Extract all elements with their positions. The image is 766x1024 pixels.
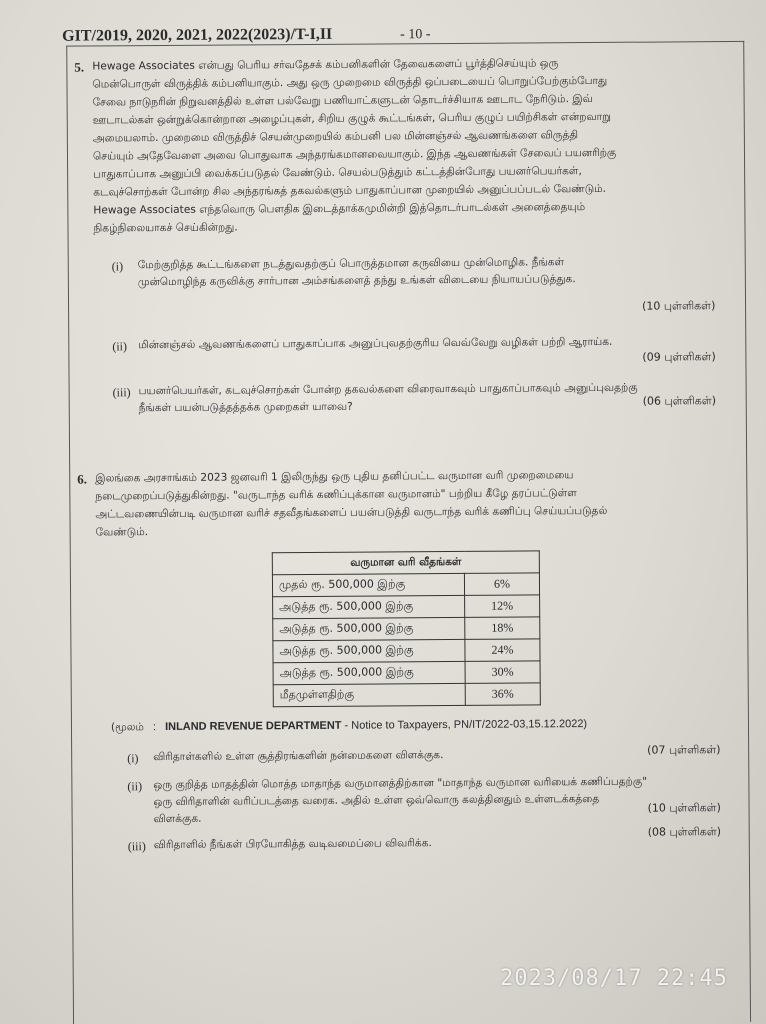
tax-band: அடுத்த ரூ. 500,000 இற்கு bbox=[273, 661, 465, 684]
q5-part-iii-line: நீங்கள் பயன்படுத்தத்தக்க முறைகள் யாவை? bbox=[138, 400, 353, 415]
q6-part-i-label: (i) bbox=[127, 751, 139, 766]
q5-part-iii-line: பயனர்பெயர்கள், கடவுச்சொற்கள் போன்ற தகவல்களை விரைவாகவும் பாதுகாப்பாகவும் அனுப்புவதற்கு bbox=[138, 381, 638, 398]
q6-part-ii-label: (ii) bbox=[127, 779, 143, 794]
question-5-line: செய்யும் அதேவேளை அவை பொதுவாக அந்தரங்கமானவையாகும். இந்த ஆவணங்கள் சேவைப் பயனரிற்கு bbox=[92, 146, 617, 163]
camera-timestamp: 2023/08/17 22:45 bbox=[500, 966, 728, 991]
tax-rate-table bbox=[272, 550, 541, 707]
q5-part-i-line: மேற்குறித்த கூட்டங்களை நடத்துவதற்குப் பொருத்தமான கருவியை முன்மொழிக. நீங்கள் bbox=[137, 256, 565, 272]
question-5-line: ஊடாடல்கள் ஒன்றுக்கொன்றான அழைப்புகள், சிறிய குழுக் கூட்டங்கள், பெரிய குழுப் பயிற்சிகள் என்றவாறு bbox=[92, 110, 612, 127]
question-5-line: கடவுச்சொற்கள் போன்ற சில அந்தரங்கத் தகவல்களும் பாதுகாப்பான முறையில் அனுப்பப்படல் வேண்டும். bbox=[93, 182, 607, 199]
tax-band: அடுத்த ரூ. 500,000 இற்கு bbox=[273, 595, 465, 618]
q5-part-i-text bbox=[138, 253, 728, 291]
tax-band: மீதமுள்ளதிற்கு bbox=[273, 683, 465, 706]
tax-rate: 12% bbox=[465, 595, 540, 618]
source-organization: INLAND REVENUE DEPARTMENT bbox=[165, 719, 342, 733]
question-5-line: மென்பொருள் விருத்திக் கம்பனியாகும். அது ஒரு முறைமை விருத்தி ஒப்படையைப் பொறுப்பேற்கும்போது bbox=[92, 74, 608, 91]
question-5-number: 5. bbox=[74, 59, 85, 75]
question-5-line: Hewage Associates எந்தவொரு பௌதிக இடைத்தாக்கமுமின்றி இத்தொடர்பாடல்கள் அனைத்தையும் bbox=[93, 201, 586, 217]
q6-part-i-line: விரிதாள்களில் உள்ள சூத்திரங்களின் நன்மைகளை விளக்குக. bbox=[153, 749, 444, 764]
q6-part-ii-text bbox=[153, 773, 739, 828]
q5-part-i-marks: (10 புள்ளிகள்) bbox=[642, 299, 716, 313]
table-row bbox=[273, 639, 540, 663]
tax-band: அடுத்த ரூ. 500,000 இற்கு bbox=[273, 639, 465, 662]
tax-rate: 24% bbox=[465, 639, 540, 662]
question-5-line: நிகழ்நிலையாகச் செய்கின்றது. bbox=[93, 221, 238, 235]
table-row bbox=[273, 683, 540, 707]
tax-rate: 36% bbox=[465, 683, 540, 706]
table-row bbox=[272, 573, 539, 597]
q6-part-iii-text bbox=[154, 834, 624, 854]
table-row bbox=[273, 661, 540, 685]
source-colon: : bbox=[152, 721, 157, 734]
question-5-line: அமையலாம். முறைமை விருத்திச் செயன்முறையில் கம்பனி பல மின்னஞ்சல் ஆவணங்களை விருத்தி bbox=[92, 129, 579, 145]
q6-part-i-text bbox=[153, 746, 623, 766]
table-row bbox=[273, 617, 540, 641]
tax-band: அடுத்த ரூ. 500,000 இற்கு bbox=[273, 617, 465, 640]
question-5-line: சேவை நாடுநரின் நிறுவனத்தில் உள்ள பல்வேறு பணியாட்களுடன் தொடர்ச்சியாக ஊடாட நேரிடும். இவ் bbox=[92, 92, 593, 109]
exam-page bbox=[18, 9, 761, 1024]
q5-part-i-line: முன்மொழிந்த கருவிக்கு சார்பான அம்சங்களைத் தந்து உங்கள் விடையை நியாயப்படுத்துக. bbox=[137, 273, 576, 289]
question-6-line: இலங்கை அரசாங்கம் 2023 ஜனவரி 1 இலிருந்து ஒரு புதிய தனிப்பட்ட வருமான வரி முறைமையை bbox=[95, 469, 574, 485]
q5-part-iii-text bbox=[139, 380, 659, 418]
question-5-line: Hewage Associates என்பது பெரிய சர்வதேசக் கம்பனிகளின் தேவைகளைப் பூர்த்திசெய்யும் ஒரு bbox=[92, 57, 559, 73]
q5-part-ii-line: மின்னஞ்சல் ஆவணங்களைப் பாதுகாப்பாக அனுப்புவதற்குரிய வெவ்வேறு வழிகள் பற்றி ஆராய்க. bbox=[138, 335, 613, 352]
q5-part-ii-marks: (09 புள்ளிகள்) bbox=[642, 350, 716, 364]
q5-part-iii-label: (iii) bbox=[112, 385, 131, 400]
q6-part-iii-line: விரிதாளில் நீங்கள் பிரயோகித்த வடிவமைப்பை விவரிக்க. bbox=[153, 837, 432, 852]
page-number: - 10 - bbox=[400, 27, 431, 43]
q5-part-i-label: (i) bbox=[111, 259, 124, 274]
exam-code-header: GIT/2019, 2020, 2021, 2022(2023)/T-I,II bbox=[62, 25, 333, 45]
tax-rate: 6% bbox=[464, 573, 539, 596]
q6-part-ii-line: ஒரு விரிதாளின் வரிப்படத்தை வரைக. அதில் உள்ள ஒவ்வொரு கலத்தினதும் உள்ளடக்கத்தை bbox=[153, 792, 600, 809]
question-6-line: வேண்டும். bbox=[95, 526, 149, 539]
question-6-line: அட்டவணையின்படி வருமான வரிச் சதவீதங்களைப் பயன்படுத்தி வருடாந்த வரிக் கணிப்பு செய்யப்படுதல் bbox=[95, 504, 608, 521]
tax-rate: 18% bbox=[465, 617, 540, 640]
q6-part-iii-label: (iii) bbox=[127, 839, 146, 854]
table-row bbox=[273, 595, 540, 619]
question-6-text bbox=[95, 465, 731, 541]
q6-part-ii-marks: (10 புள்ளிகள்) bbox=[647, 801, 721, 815]
q6-part-ii-line: ஒரு குறித்த மாதத்தின் மொத்த மாதாந்த வருமானத்திற்கான "மாதாந்த வருமான வரியைக் கணிப்பதற்கு" bbox=[153, 775, 648, 792]
question-6-number: 6. bbox=[77, 471, 88, 487]
source-label: (மூலம் bbox=[110, 721, 144, 734]
tax-table-heading: வருமான வரி வீதங்கள் bbox=[272, 551, 539, 575]
tax-band: முதல் ரூ. 500,000 இற்கு bbox=[272, 573, 464, 596]
q5-part-ii-label: (ii) bbox=[112, 339, 128, 354]
q6-part-iii-marks: (08 புள்ளிகள்) bbox=[647, 825, 722, 839]
question-5-text bbox=[92, 53, 729, 237]
q5-part-iii-marks: (06 புள்ளிகள்) bbox=[642, 394, 717, 408]
question-5-line: பாதுகாப்பாக அனுப்பி வைக்கப்படுதல் வேண்டும். செயல்படுத்தும் கட்டத்தின்போது பயனர்பெயர்கள், bbox=[93, 165, 582, 181]
source-reference: - Notice to Taxpayers, PN/IT/2022-03,15.12.2022) bbox=[344, 718, 588, 732]
question-6-line: நடைமுறைப்படுத்துகின்றது. "வருடாந்த வரிக் கணிப்புக்கான வருமானம்" பற்றிய கீழே தரப்பட்டுள்ள bbox=[95, 487, 577, 503]
tax-rate: 30% bbox=[465, 661, 540, 684]
q6-part-i-marks: (07 புள்ளிகள்) bbox=[647, 743, 721, 757]
q6-part-ii-line: விளக்குக. bbox=[153, 812, 202, 826]
